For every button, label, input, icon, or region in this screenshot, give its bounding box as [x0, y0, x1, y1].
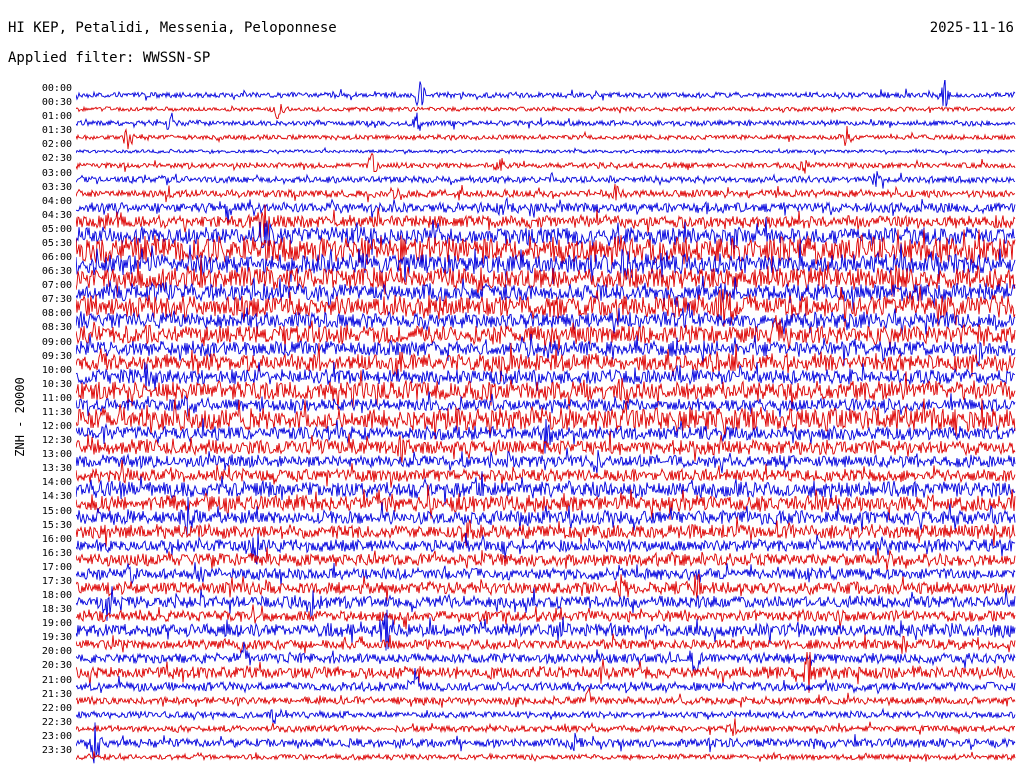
- trace-line: [76, 148, 1015, 155]
- time-axis-tick: 05:00: [41, 223, 72, 235]
- time-axis-tick: 04:00: [41, 195, 72, 207]
- trace-line: [76, 634, 1015, 654]
- time-axis-tick: 03:30: [41, 181, 72, 193]
- time-axis-tick: 13:00: [41, 449, 72, 461]
- time-axis-tick: 13:30: [41, 463, 72, 475]
- time-axis-tick: 22:00: [41, 702, 72, 714]
- time-axis-tick: 21:00: [41, 674, 72, 686]
- trace-line: [76, 574, 1015, 601]
- trace-line: [76, 184, 1015, 202]
- time-axis-tick: 05:30: [41, 237, 72, 249]
- trace-line: [76, 80, 1015, 107]
- time-axis-tick: 01:30: [41, 125, 72, 137]
- trace-line: [76, 126, 1015, 149]
- time-axis-labels: [26, 80, 72, 770]
- time-axis-tick: 19:00: [41, 618, 72, 630]
- time-axis-tick: 19:30: [41, 632, 72, 644]
- time-axis-tick: 09:00: [41, 336, 72, 348]
- time-axis-tick: 06:00: [41, 252, 72, 263]
- time-axis-tick: 11:30: [41, 406, 72, 418]
- time-axis-tick: 17:30: [41, 575, 72, 587]
- trace-line: [76, 547, 1015, 571]
- time-axis-tick: 08:00: [41, 308, 72, 320]
- time-axis-tick: 12:30: [41, 435, 72, 447]
- trace-line: [76, 751, 1015, 762]
- time-axis-tick: 18:30: [41, 604, 72, 616]
- time-axis-tick: 09:30: [41, 350, 72, 362]
- time-axis-tick: 08:30: [41, 322, 72, 334]
- time-axis-tick: 15:00: [41, 505, 72, 517]
- time-axis-tick: 12:00: [41, 421, 72, 432]
- time-axis-tick: 23:00: [41, 730, 72, 742]
- time-axis-tick: 03:00: [41, 167, 72, 179]
- time-axis-tick: 14:00: [41, 477, 72, 489]
- time-axis-tick: 22:30: [41, 716, 72, 728]
- trace-line: [76, 668, 1015, 693]
- time-axis-tick: 02:00: [41, 139, 72, 151]
- time-axis-tick: 00:00: [41, 83, 72, 94]
- time-axis-tick: 00:30: [41, 97, 72, 109]
- trace-line: [76, 709, 1015, 724]
- time-axis-tick: 10:00: [41, 364, 72, 376]
- trace-line: [76, 533, 1015, 564]
- time-axis-tick: 15:30: [41, 519, 72, 531]
- trace-line: [76, 688, 1015, 707]
- time-axis-tick: 07:30: [41, 294, 72, 306]
- filter-label: Applied filter: WWSSN-SP: [8, 50, 211, 66]
- chart-header: [0, 0, 1024, 72]
- time-axis-tick: 20:00: [41, 646, 72, 658]
- trace-line: [76, 642, 1015, 672]
- time-axis-tick: 01:00: [41, 111, 72, 123]
- seismic-traces: [76, 80, 1016, 770]
- y-axis-label: ZNH - 20000: [13, 377, 27, 457]
- trace-line: [76, 104, 1015, 119]
- time-axis-tick: 04:30: [41, 209, 72, 221]
- trace-line: [76, 605, 1015, 630]
- date-label: 2025-11-16: [929, 20, 1014, 36]
- time-axis-tick: 16:30: [41, 547, 72, 559]
- time-axis-tick: 10:30: [41, 378, 72, 390]
- time-axis-tick: 11:00: [41, 392, 72, 404]
- time-axis-tick: 23:30: [41, 744, 72, 756]
- trace-line: [76, 562, 1015, 586]
- trace-line: [76, 113, 1015, 131]
- time-axis-tick: 06:30: [41, 266, 72, 278]
- time-axis-tick: 02:30: [41, 153, 72, 165]
- time-axis-tick: 17:00: [41, 561, 72, 573]
- trace-line: [76, 718, 1015, 736]
- trace-line: [76, 153, 1015, 173]
- time-axis-tick: 20:30: [41, 660, 72, 672]
- time-axis-tick: 18:00: [41, 590, 72, 601]
- trace-line: [76, 171, 1015, 188]
- time-axis-tick: 07:00: [41, 280, 72, 292]
- page-title: HI KEP, Petalidi, Messenia, Peloponnese: [8, 20, 337, 36]
- time-axis-tick: 16:00: [41, 533, 72, 545]
- time-axis-tick: 21:30: [41, 688, 72, 700]
- time-axis-tick: 14:30: [41, 491, 72, 503]
